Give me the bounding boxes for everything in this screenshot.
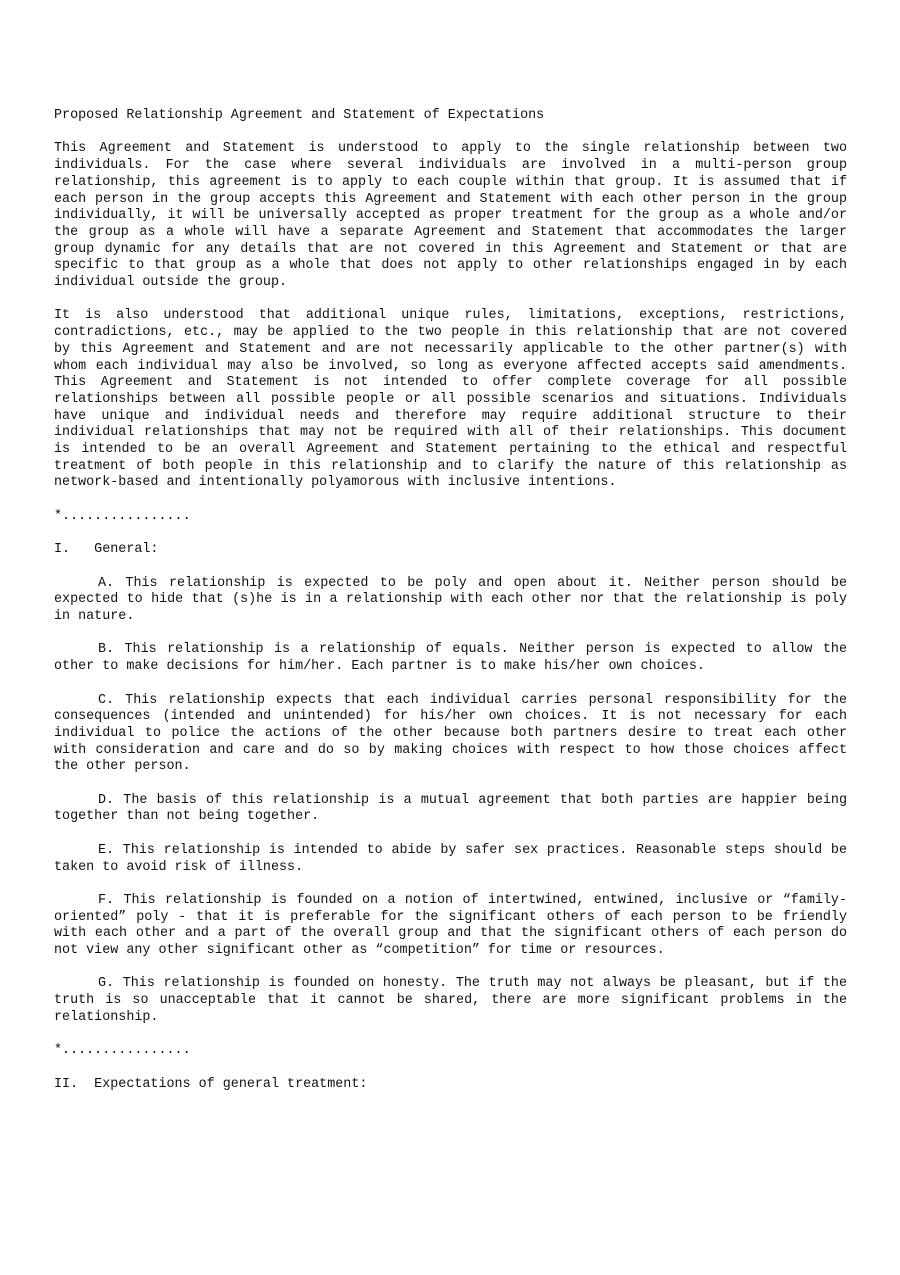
intro-paragraph-2: It is also understood that additional unique rules, limitations, exceptions, restrictions, contradictions, etc., may be applied to the two people in this relationship that are not covered by this Agreement and Statement and are not necessarily applicable to the other partner(s) with whom each individual may also be involved, so long as everyone affected accepts said amendments. This Agreement and Statement is not intended to offer complete coverage for all possible relationships between all possible people or all possible scenarios and situations. Individuals have unique and individual needs and therefore may require additional structure to their individual relationships that may not be required with all of their relationships. This document is intended to be an overall Agreement and Statement pertaining to the ethical and respectful treatment of both people in this relationship and to clarify the nature of this relationship as network-based and intentionally polyamorous with inclusive intentions. (54, 308, 847, 491)
list-item-g: G. This relationship is founded on honesty. The truth may not always be pleasant, but if the truth is so unacceptable that it cannot be shared, there are more significant problems in the relationship. (54, 976, 847, 1025)
list-item-a: A. This relationship is expected to be poly and open about it. Neither person should be expected to hide that (s)he is in a relationship with each other nor that the relationship is poly in nature. (54, 575, 847, 625)
list-item-c: C. This relationship expects that each individual carries personal responsibility for the consequences (intended and unintended) for his/her own choices. It is not necessary for each individual to police the actions of the other because both partners desire to treat each other with consideration and care and do so by making choices with respect to how those choices affect the other person. (54, 692, 847, 775)
document-page (54, 108, 847, 1110)
section-separator: *................ (54, 1043, 191, 1059)
section-heading-general: I. General: (54, 542, 159, 558)
section-separator: *................ (54, 508, 191, 524)
section-heading-expectations: II. Expectations of general treatment: (54, 1076, 368, 1092)
list-item-b: B. This relationship is a relationship of equals. Neither person is expected to allow the other to make decisions for him/her. Each partner is to make his/her own choices. (54, 642, 847, 675)
intro-paragraph-1: This Agreement and Statement is understood to apply to the single relationship between two individuals. For the case where several individuals are involved in a multi-person group relationship, this agreement is to apply to each couple within that group. It is assumed that if each person in the group accepts this Agreement and Statement with each other person in the group individually, it will be universally accepted as proper treatment for the group as a whole and/or the group as a whole will have a separate Agreement and Statement that accommodates the larger group dynamic for any details that are not covered in this Agreement and Statement or that are specific to that group as a whole that does not apply to other relationships engaged in by each individual outside the group. (54, 141, 847, 291)
document-title: Proposed Relationship Agreement and Statement of Expectations (54, 108, 545, 123)
list-item-d: D. The basis of this relationship is a mutual agreement that both parties are happier being together than not being together. (54, 792, 847, 825)
list-item-f: F. This relationship is founded on a notion of intertwined, entwined, inclusive or “family-oriented” poly - that it is preferable for the significant others of each person to be friendly with each other and a part of the overall group and that the significant others of each person do not view any other significant other as “competition” for time or resources. (54, 892, 847, 958)
list-item-e: E. This relationship is intended to abide by safer sex practices. Reasonable steps should be taken to avoid risk of illness. (54, 842, 847, 875)
